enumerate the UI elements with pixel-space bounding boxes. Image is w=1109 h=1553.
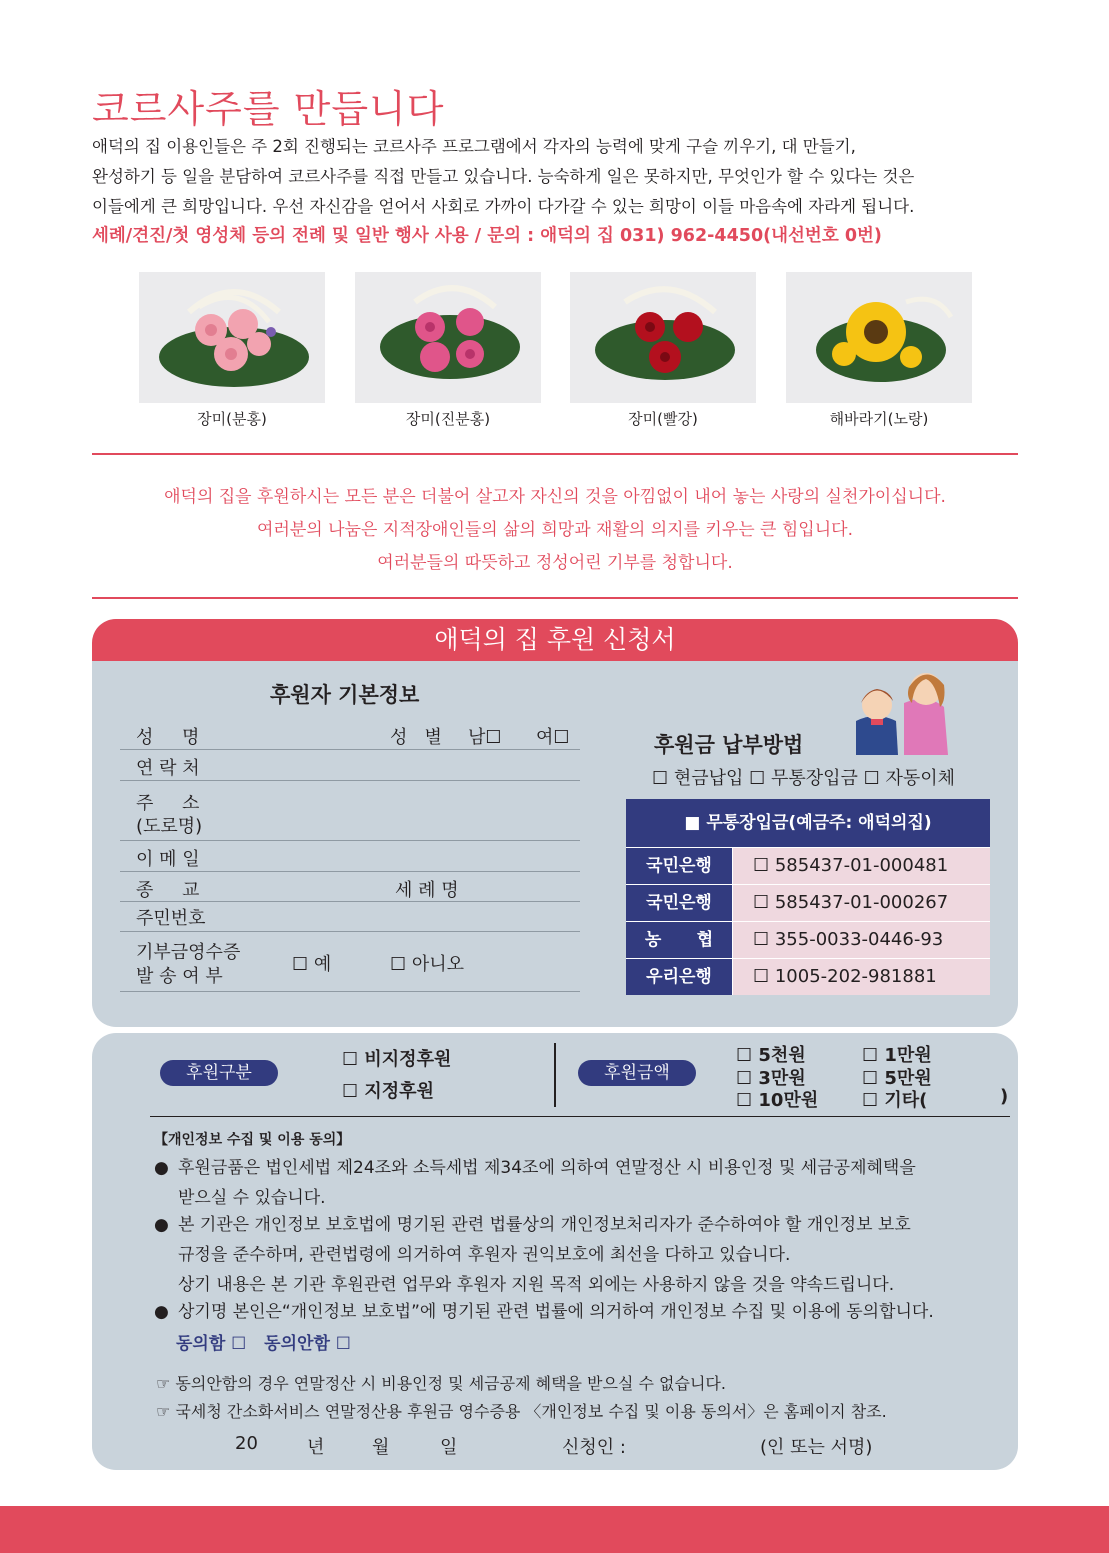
consent-bullet	[154, 1153, 994, 1213]
religion-row[interactable]	[120, 872, 580, 902]
intro-line: 이들에게 큰 희망입니다. 우선 자신감을 얻어서 사회로 가까이 다가갈 수 있는 희망이 이들 마음속에 자라게 됩니다.	[92, 197, 915, 216]
footer-bar	[0, 1506, 1109, 1553]
bank-name: 농 협	[626, 922, 732, 958]
vertical-divider	[554, 1043, 556, 1107]
intro-text	[92, 132, 992, 222]
amount-30000[interactable]: ☐ 3만원	[736, 1068, 806, 1089]
application-form	[92, 619, 1018, 1027]
consent-text: 본 기관은 개인정보 보호법에 명기된 관련 법률상의 개인정보처리자가 준수하여야 할 개인정보 보호	[178, 1215, 911, 1235]
email-row[interactable]	[120, 841, 580, 872]
name-label: 성 명	[136, 727, 200, 748]
bank-account[interactable]: ☐ 355-0033-0446-93	[732, 922, 990, 958]
name-row[interactable]	[120, 719, 580, 750]
bank-name: 국민은행	[626, 848, 732, 884]
support-message-line: 여러분들의 따뜻하고 정성어린 기부를 청합니다.	[377, 553, 733, 573]
support-amount-badge: 후원금액	[578, 1060, 696, 1086]
address-sub-label: (도로명)	[136, 816, 203, 837]
support-type-unspecified[interactable]: ☐ 비지정후원	[342, 1049, 452, 1070]
photo-caption: 해바라기(노랑)	[829, 410, 929, 428]
bank-row[interactable]	[626, 884, 990, 921]
bank-table-header: ■ 무통장입금(예금주: 애덕의집)	[626, 799, 990, 847]
contact-row[interactable]	[120, 750, 580, 781]
amount-other[interactable]: ☐ 기타(	[862, 1090, 928, 1111]
consent-text: 상기명 본인은“개인정보 보호법”에 명기된 관련 법률에 의거하여 개인정보 수집 및 이용에 동의합니다.	[178, 1302, 934, 1322]
amount-5000[interactable]: ☐ 5천원	[736, 1045, 806, 1066]
rrn-label: 주민번호	[136, 908, 206, 929]
bank-row[interactable]	[626, 958, 990, 995]
support-message-line: 여러분의 나눔은 지적장애인들의 삶의 희망과 재활의 의지를 키우는 큰 힘입니다.	[257, 520, 853, 540]
amount-other-close: )	[1000, 1086, 1009, 1107]
form-title: 애덕의 집 후원 신청서	[92, 619, 1018, 661]
support-type-badge: 후원구분	[160, 1060, 278, 1086]
bullet-dot: ●	[154, 1302, 169, 1322]
sign-year: 20	[235, 1433, 258, 1454]
consent-text: 받으실 수 있습니다.	[178, 1188, 326, 1208]
photo-caption: 장미(진분홍)	[405, 410, 491, 428]
sign-year-unit: 년	[307, 1437, 325, 1458]
bank-row[interactable]	[626, 847, 990, 884]
receipt-label: 기부금영수증	[136, 942, 241, 963]
receipt-no-checkbox[interactable]: ☐ 아니오	[390, 954, 465, 975]
bank-account-table	[626, 799, 990, 995]
payment-method-title: 후원금 납부방법	[654, 733, 804, 757]
children-illustration	[852, 663, 952, 755]
baptism-name-label: 세 례 명	[395, 880, 459, 901]
intro-line: 애덕의 집 이용인들은 주 2회 진행되는 코르사주 프로그램에서 각자의 능력에 맞게 구슬 끼우기, 대 만들기,	[92, 137, 856, 156]
bank-account[interactable]: ☐ 585437-01-000267	[732, 885, 990, 921]
receipt-row	[120, 932, 580, 992]
consent-agree-options[interactable]: 동의함 ☐ 동의안함 ☐	[176, 1334, 352, 1354]
usage-contact-text: 세례/견진/첫 영성체 등의 전례 및 일반 행사 사용 / 문의 : 애덕의 집 031) 962-4450(내선번호 0번)	[92, 226, 882, 246]
corsage-photo-sunflower	[786, 272, 972, 403]
consent-bullet	[154, 1297, 994, 1327]
address-row[interactable]	[120, 781, 580, 841]
bullet-dot: ●	[154, 1215, 169, 1235]
bank-account[interactable]: ☐ 1005-202-981881	[732, 959, 990, 995]
consent-note: ☞ 동의안함의 경우 연말정산 시 비용인정 및 세금공제 혜택을 받으실 수 없습니다.	[156, 1374, 726, 1393]
bank-name: 국민은행	[626, 885, 732, 921]
divider	[92, 597, 1018, 599]
support-message-line: 애덕의 집을 후원하시는 모든 분은 더불어 살고자 자신의 것을 아낌없이 내어 놓는 사랑의 실천가이십니다.	[164, 487, 946, 507]
support-details-form	[92, 1033, 1018, 1470]
consent-title: 【개인정보 수집 및 이용 동의】	[154, 1132, 351, 1148]
intro-line: 완성하기 등 일을 분담하여 코르사주를 직접 만들고 있습니다. 능숙하게 일은 못하지만, 무엇인가 할 수 있다는 것은	[92, 167, 915, 186]
consent-text: 후원금품은 법인세법 제24조와 소득세법 제34조에 의하여 연말정산 시 비용인정 및 세금공제혜택을	[178, 1158, 916, 1178]
consent-note: ☞ 국세청 간소화서비스 연말정산용 후원금 영수증용 〈개인정보 수집 및 이용 동의서〉은 홈페이지 참조.	[156, 1402, 887, 1421]
applicant-label: 신청인 :	[562, 1437, 626, 1458]
contact-label: 연 락 처	[136, 758, 200, 779]
bank-name: 우리은행	[626, 959, 732, 995]
horizontal-divider	[150, 1116, 1010, 1117]
gender-label: 성 별	[390, 727, 442, 748]
gender-female-checkbox[interactable]: 여☐	[536, 727, 570, 748]
bank-row[interactable]	[626, 921, 990, 958]
rrn-row[interactable]	[120, 902, 580, 932]
receipt-label-2: 발 송 여 부	[136, 966, 223, 987]
gender-male-checkbox[interactable]: 남☐	[468, 727, 502, 748]
amount-50000[interactable]: ☐ 5만원	[862, 1068, 932, 1089]
receipt-yes-checkbox[interactable]: ☐ 예	[292, 954, 332, 975]
basic-info-title: 후원자 기본정보	[270, 683, 420, 707]
corsage-photo-deep-pink	[355, 272, 541, 403]
bullet-dot: ●	[154, 1158, 169, 1178]
address-label: 주 소	[136, 793, 200, 814]
consent-text: 상기 내용은 본 기관 후원관련 업무와 후원자 지원 목적 외에는 사용하지 않을 것을 약속드립니다.	[178, 1275, 895, 1295]
amount-10000[interactable]: ☐ 1만원	[862, 1045, 932, 1066]
bank-account[interactable]: ☐ 585437-01-000481	[732, 848, 990, 884]
divider	[92, 453, 1018, 455]
corsage-photo-red	[570, 272, 756, 403]
payment-options[interactable]: ☐ 현금납입 ☐ 무통장입금 ☐ 자동이체	[652, 768, 956, 789]
consent-text: 규정을 준수하며, 관련법령에 의거하여 후원자 권익보호에 최선을 다하고 있습니다.	[178, 1245, 791, 1265]
amount-100000[interactable]: ☐ 10만원	[736, 1090, 819, 1111]
corsage-photo-pink	[139, 272, 325, 403]
sign-day-unit: 일	[440, 1437, 458, 1458]
religion-label: 종 교	[136, 880, 200, 901]
sign-month-unit: 월	[372, 1437, 390, 1458]
photo-caption: 장미(분홍)	[197, 410, 267, 428]
email-label: 이 메 일	[136, 849, 200, 870]
support-type-designated[interactable]: ☐ 지정후원	[342, 1081, 434, 1102]
page-title: 코르사주를 만듭니다	[92, 87, 445, 131]
photo-caption: 장미(빨강)	[628, 410, 698, 428]
consent-bullet	[154, 1210, 994, 1300]
signature-label: (인 또는 서명)	[760, 1437, 873, 1458]
